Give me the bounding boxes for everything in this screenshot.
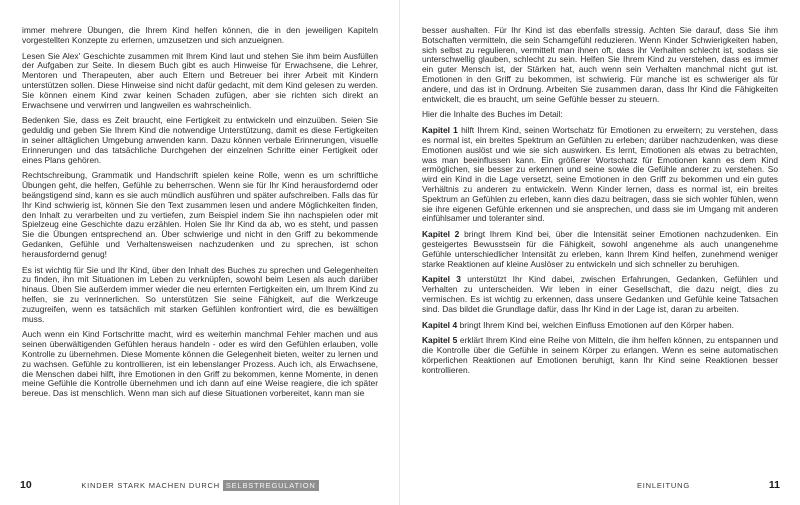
chapter-4-text: bringt Ihrem Kind bei, welchen Einfluss Emotionen auf den Körper haben.	[457, 319, 734, 330]
page-number-left: 10	[20, 479, 32, 491]
chapter-1-label: Kapitel 1	[422, 125, 458, 136]
chapter-paragraph	[422, 336, 778, 375]
paragraph: Auch wenn ein Kind Fortschritte macht, wird es weiterhin manchmal Fehler machen und aus seinen überwältigenden Gefühlen heraus handeln - oder es wird den Gefühlen erlauben, volle Kontrolle zu übernehmen. Diese Momente können die Gelegenheit bieten, weiter zu lernen und zu wachsen. Gefühle zu kontrollieren, ist ein lebenslanger Prozess. Auch ich, als Erwachsene, die Menschen dabei hilft, ihre Emotionen in den Griff zu bekommen, kenne Momente, in denen meine Gefühle die Kontrolle übernehmen und ich dann auf eine Weise reagiere, die ich später bereue. Das ist menschlich. Wenn man sich auf diese Situationen vorbereitet, kann man sie	[22, 329, 378, 399]
chapter-2-label: Kapitel 2	[422, 229, 460, 240]
page-number-right: 11	[768, 479, 780, 491]
chapter-paragraph	[422, 230, 778, 269]
chapter-paragraph	[422, 126, 778, 224]
paragraph: immer mehrere Übungen, die Ihrem Kind helfen können, die in den jeweiligen Kapiteln vorgestellten Konzepte zu erlernen, umzusetzen und sich anzueignen.	[22, 25, 378, 45]
chapter-5-label: Kapitel 5	[422, 335, 458, 346]
paragraph: Es ist wichtig für Sie und Ihr Kind, über den Inhalt des Buches zu sprechen und Gelegenheiten zu finden, ihn mit Situationen im Leben zu verknüpfen, sowohl beim Lesen als auch darüber hinaus. Üben Sie außerdem immer wieder die neu erlernten Fertigkeiten ein, um Ihrem Kind zu helfen, sie zu verinnerlichen. So unterstützen Sie seine Fähigkeit, auf die Werkzeuge zuzugreifen, wenn es tatsächlich mit starken Gefühlen konfrontiert wird, die es bewältigen muss.	[22, 264, 378, 324]
running-title-left	[0, 481, 400, 490]
chapter-5-text: erklärt Ihrem Kind eine Reihe von Mitteln, die ihm helfen können, zu entspannen und die Kontrolle über die Gefühle in seinem Körper zu erlangen. Wenn es seine automatischen körperlichen Reaktionen auf Emotionen beruhigt, kann Ihr Kind seine Reaktionen besser kontrollieren.	[422, 335, 779, 375]
running-title-prefix: KINDER STARK MACHEN DURCH	[81, 481, 223, 490]
paragraph: Bedenken Sie, dass es Zeit braucht, eine Fertigkeit zu entwickeln und einzuüben. Seien Sie geduldig und geben Sie Ihrem Kind die notwendige Unterstützung, damit es diese Fertigkeiten in seiner alltäglichen Umgebung anwenden kann. Dazu können verbale Erinnerungen, visuelle Erinnerungen und das tatsächliche Durchgehen der einzelnen Schritte einer Fertigkeit oder eines Plans gehören.	[22, 115, 378, 165]
chapter-1-text: hilft Ihrem Kind, seinen Wortschatz für Emotionen zu erweitern; zu verstehen, dass es normal ist, ein breites Spektrum an Gefühlen zu erleben; darüber nachzudenken, was diese Emotionen auslöst und wie sie sich auswirken. Es lernt, Emotionen als etwas zu betrachten, was man beeinflussen kann. Ein größerer Wortschatz für Emotionen kann es dem Kind ermöglichen, sie besser zu erkennen und seine sowie die Gefühle anderer zu verstehen. So wird ein Kind in die Lage versetzt, seine Emotionen in den Griff zu bekommen und ein gutes Verhältnis zu anderen zu entwickeln. Wenn Kinder lernen, dass es normal ist, ein breites Spektrum an Gefühlen zu erleben, kann dies dazu beitragen, dass sie sich wohler fühlen, wenn sie ihre eigenen Gefühle erkennen und sie ansprechen, und dass sie im Umgang mit anderen einfühlsamer und toleranter sind.	[422, 125, 778, 224]
running-title-highlight: SELBSTREGULATION	[223, 480, 319, 491]
paragraph: Rechtschreibung, Grammatik und Handschrift spielen keine Rolle, wenn es um schriftliche Übungen geht, die helfen, Gefühle zu beherrschen. Wenn sie für Ihr Kind herausfordernd oder beängstigend sind, kann es sie auch mündlich ausführen und später aufschreiben. Falls das für Ihr Kind schwierig ist, können Sie den Text zusammen lesen und andere Möglichkeiten finden, den Inhalt zu verarbeiten und zu vertiefen, zum Beispiel indem Sie ihn nachspielen oder mit Spielzeug eine Geschichte dazu erzählen. Holen Sie Ihr Kind da ab, wo es steht, und passen Sie die Übungen entsprechend an. Über schwierige und nicht in den Griff zu bekommende Gedanken, Gefühle und Verhaltensweisen nachzudenken und zu sprechen, ist schon herausfordernd genug!	[22, 170, 378, 259]
page-gutter-divider	[399, 0, 400, 505]
paragraph: besser aushalten. Für Ihr Kind ist das ebenfalls stressig. Achten Sie darauf, dass Sie ihm Botschaften vermitteln, die sein Schamgefühl reduzieren. Wenn Kinder Schwierigkeiten haben, sich selbst zu regulieren, vermittelt man ihnen oft, dass ihr Verhalten schlecht ist, sodass sie unterschwellig glauben, schlecht zu sein. Helfen Sie Ihrem Kind zu verstehen, dass es immer ein guter Mensch ist, der Stärken hat, auch wenn sein Verhalten manchmal nicht gut ist. Emotionen in den Griff zu bekommen, ist schwierig. Für manche ist es schwieriger als für andere, und das ist in Ordnung. Arbeiten Sie zusammen daran, dass Ihr Kind die Fähigkeiten entwickelt, die es braucht, um seine Gefühle besser zu steuern.	[422, 25, 778, 104]
chapter-3-label: Kapitel 3	[422, 274, 461, 285]
chapter-overview-intro: Hier die Inhalte des Buches im Detail:	[422, 109, 563, 120]
chapter-paragraph	[422, 275, 778, 314]
right-page	[400, 0, 800, 505]
page-footer	[0, 477, 800, 491]
chapter-4-label: Kapitel 4	[422, 319, 458, 330]
paragraph: Lesen Sie Alex' Geschichte zusammen mit Ihrem Kind laut und stehen Sie ihm beim Ausfüllen der Aufgaben zur Seite. In diesem Buch gibt es auch Hinweise für Erwachsene, die Lehrer, Mentoren und Therapeuten, aber auch Eltern und Betreuer bei ihrer Arbeit mit Kindern unterstützen sollen. Diese Hinweise sind nicht dafür gedacht, mit dem Kind gelesen zu werden. Sie können einem Kind zwar keinen Schaden zufügen, aber sie richten sich direkt an Erwachsene und verwirren und langweilen es wahrscheinlich.	[22, 50, 378, 110]
chapter-2-text: bringt Ihrem Kind bei, über die Intensität seiner Emotionen nachzudenken. Ein gesteigertes Bewusstsein für die Fähigkeit, sowohl angenehme als auch unangenehme Gefühle unterschiedlicher Intensität zu erleben, kann Ihrem Kind helfen, zunehmend weniger starke Reaktionen auf kleine Auslöser zu entwickeln und sich schneller zu beruhigen.	[422, 229, 778, 269]
chapter-3-text: unterstützt Ihr Kind dabei, zwischen Erfahrungen, Gedanken, Gefühlen und Verhalten zu unterscheiden. Wir leben in einer Gesellschaft, die dazu neigt, dies zu vermischen. Es ist wichtig zu erkennen, dass unsere Gedanken und Gefühle keine Tatsachen sind. Das bildet die Grundlage dafür, dass Ihr Kind in der Lage ist, daran zu arbeiten.	[422, 274, 778, 314]
running-title-right: EINLEITUNG	[636, 481, 690, 490]
chapter-paragraph	[422, 321, 778, 331]
